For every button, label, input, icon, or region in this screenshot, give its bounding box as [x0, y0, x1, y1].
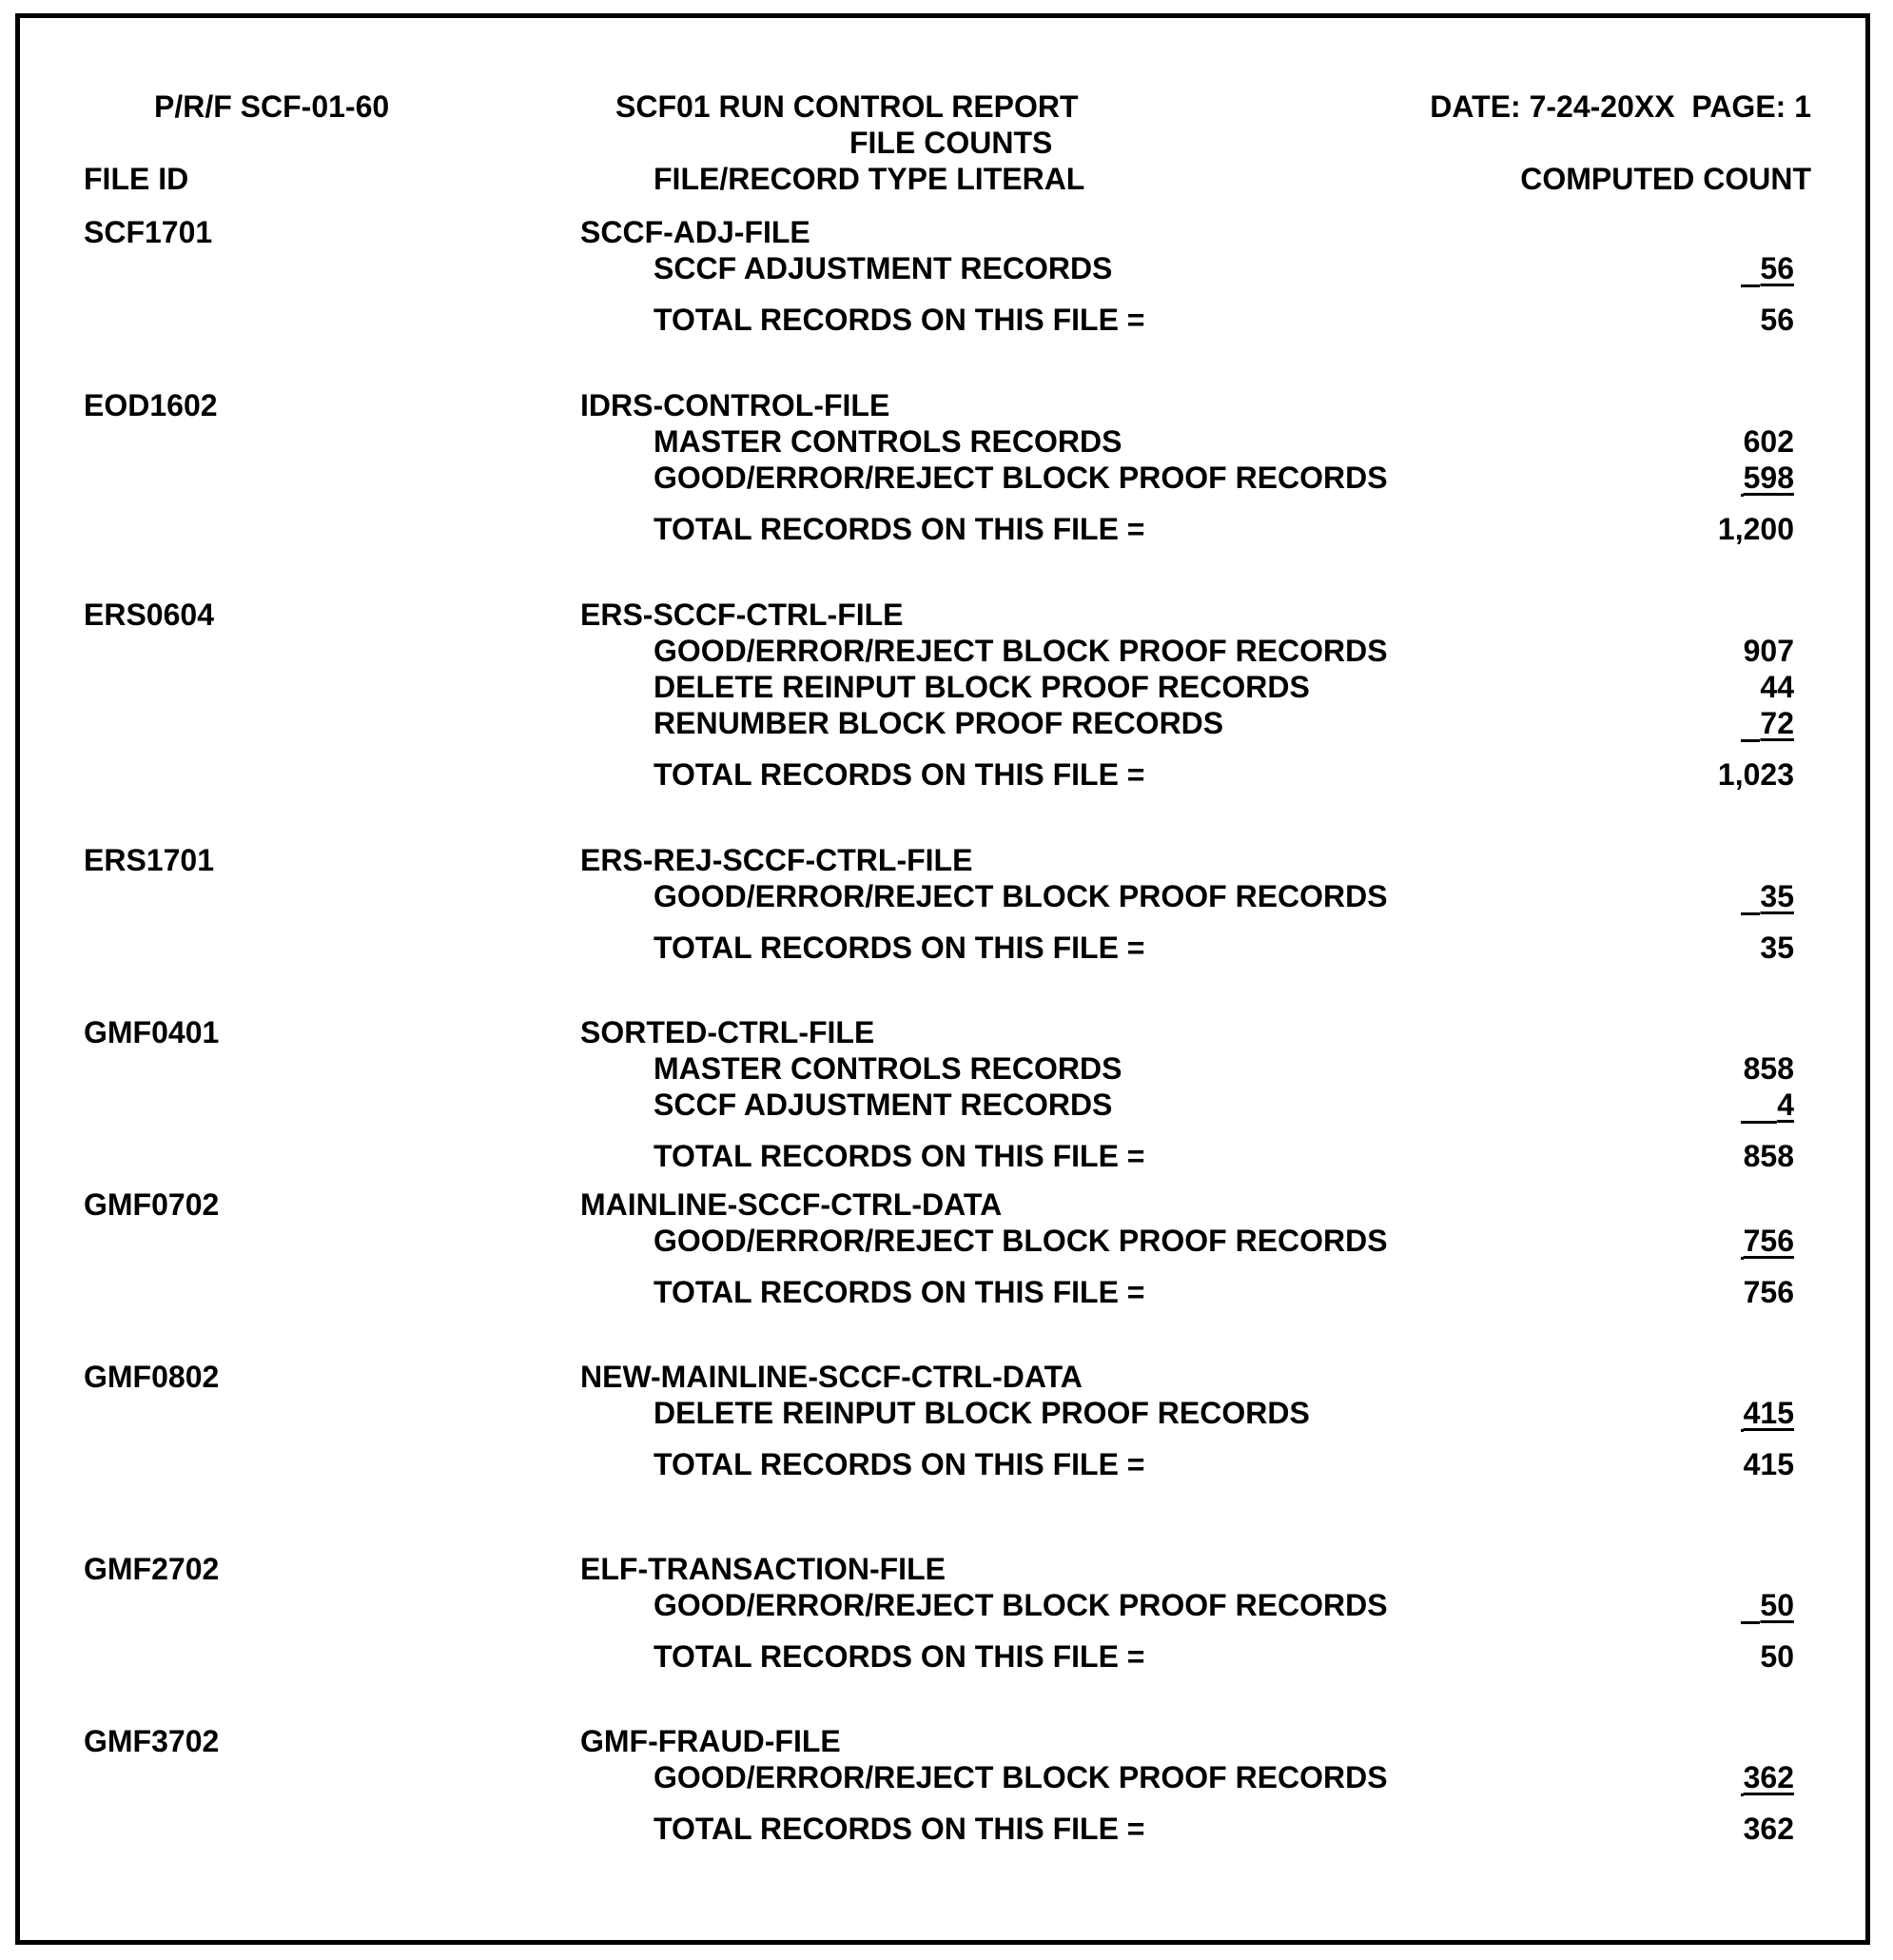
total-count: 56 [1760, 303, 1794, 337]
record-type-label: SCCF ADJUSTMENT RECORDS [654, 1088, 1113, 1122]
record-count: 72 [1760, 706, 1794, 740]
count-underline [1741, 912, 1760, 915]
total-count: 1,023 [1717, 757, 1794, 792]
record-count: 756 [1743, 1224, 1794, 1258]
record-count: 415 [1743, 1396, 1794, 1430]
count-underline [1741, 1121, 1777, 1124]
record-count: 4 [1777, 1088, 1794, 1122]
record-type-label: GOOD/ERROR/REJECT BLOCK PROOF RECORDS [654, 879, 1388, 913]
file-id: GMF0802 [84, 1360, 220, 1394]
count-underline [1741, 284, 1760, 287]
record-count: 56 [1760, 251, 1794, 285]
file-id: GMF0702 [84, 1187, 220, 1222]
file-name: IDRS-CONTROL-FILE [580, 388, 890, 422]
col-header-literal: FILE/RECORD TYPE LITERAL [654, 162, 1085, 196]
count-underline [1741, 494, 1744, 497]
total-count: 415 [1743, 1447, 1794, 1481]
file-id: ERS1701 [84, 843, 214, 877]
file-name: MAINLINE-SCCF-CTRL-DATA [580, 1187, 1003, 1222]
file-name: SORTED-CTRL-FILE [580, 1015, 875, 1049]
record-type-label: SCCF ADJUSTMENT RECORDS [654, 251, 1113, 285]
file-id: SCF1701 [84, 215, 213, 249]
file-name: GMF-FRAUD-FILE [580, 1724, 841, 1758]
total-label: TOTAL RECORDS ON THIS FILE = [654, 931, 1145, 965]
total-label: TOTAL RECORDS ON THIS FILE = [654, 757, 1145, 792]
total-count: 1,200 [1717, 512, 1794, 546]
count-underline [1741, 1257, 1744, 1260]
file-id: GMF3702 [84, 1724, 220, 1758]
col-header-count: COMPUTED COUNT [1520, 162, 1811, 196]
file-id: GMF0401 [84, 1015, 220, 1049]
program-id: P/R/F SCF-01-60 [154, 89, 390, 124]
report-subtitle: FILE COUNTS [849, 126, 1053, 160]
total-label: TOTAL RECORDS ON THIS FILE = [654, 1447, 1145, 1481]
total-count: 362 [1743, 1812, 1794, 1846]
total-count: 50 [1760, 1639, 1794, 1674]
file-name: ERS-REJ-SCCF-CTRL-FILE [580, 843, 973, 877]
record-type-label: DELETE REINPUT BLOCK PROOF RECORDS [654, 1396, 1310, 1430]
total-label: TOTAL RECORDS ON THIS FILE = [654, 1812, 1145, 1846]
count-underline [1741, 739, 1760, 742]
total-label: TOTAL RECORDS ON THIS FILE = [654, 512, 1145, 546]
record-type-label: GOOD/ERROR/REJECT BLOCK PROOF RECORDS [654, 634, 1388, 668]
total-label: TOTAL RECORDS ON THIS FILE = [654, 1275, 1145, 1309]
total-count: 756 [1743, 1275, 1794, 1309]
record-count: 858 [1743, 1051, 1794, 1086]
record-count: 362 [1743, 1760, 1794, 1794]
file-name: SCCF-ADJ-FILE [580, 215, 810, 249]
record-type-label: GOOD/ERROR/REJECT BLOCK PROOF RECORDS [654, 1760, 1388, 1794]
count-underline [1741, 1793, 1744, 1796]
date-page: DATE: 7-24-20XX PAGE: 1 [1430, 89, 1811, 124]
file-name: ERS-SCCF-CTRL-FILE [580, 598, 904, 632]
total-label: TOTAL RECORDS ON THIS FILE = [654, 1139, 1145, 1173]
record-count: 44 [1760, 670, 1794, 704]
report-title: SCF01 RUN CONTROL REPORT [615, 89, 1079, 124]
record-type-label: MASTER CONTROLS RECORDS [654, 1051, 1122, 1086]
record-count: 602 [1743, 424, 1794, 459]
file-name: ELF-TRANSACTION-FILE [580, 1552, 946, 1586]
total-count: 858 [1743, 1139, 1794, 1173]
record-count: 598 [1743, 461, 1794, 495]
file-id: EOD1602 [84, 388, 218, 422]
record-type-label: GOOD/ERROR/REJECT BLOCK PROOF RECORDS [654, 1588, 1388, 1622]
file-id: ERS0604 [84, 598, 214, 632]
file-id: GMF2702 [84, 1552, 220, 1586]
total-label: TOTAL RECORDS ON THIS FILE = [654, 303, 1145, 337]
record-count: 907 [1743, 634, 1794, 668]
file-name: NEW-MAINLINE-SCCF-CTRL-DATA [580, 1360, 1083, 1394]
record-type-label: GOOD/ERROR/REJECT BLOCK PROOF RECORDS [654, 461, 1388, 495]
count-underline [1741, 1621, 1760, 1624]
total-label: TOTAL RECORDS ON THIS FILE = [654, 1639, 1145, 1674]
record-type-label: GOOD/ERROR/REJECT BLOCK PROOF RECORDS [654, 1224, 1388, 1258]
count-underline [1741, 1429, 1744, 1432]
record-type-label: MASTER CONTROLS RECORDS [654, 424, 1122, 459]
record-count: 35 [1760, 879, 1794, 913]
record-type-label: DELETE REINPUT BLOCK PROOF RECORDS [654, 670, 1310, 704]
record-count: 50 [1760, 1588, 1794, 1622]
col-header-file-id: FILE ID [84, 162, 189, 196]
record-type-label: RENUMBER BLOCK PROOF RECORDS [654, 706, 1224, 740]
total-count: 35 [1760, 931, 1794, 965]
